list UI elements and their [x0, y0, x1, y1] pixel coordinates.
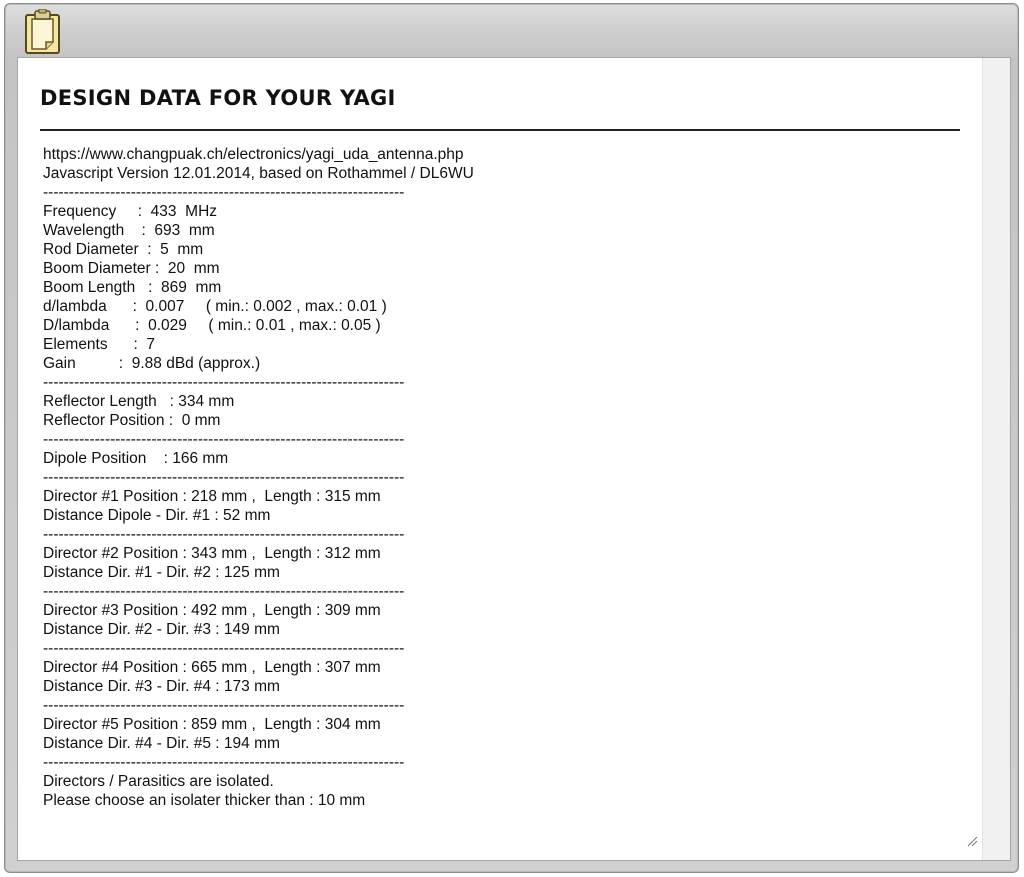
output-line: Director #5 Position : 859 mm , Length : 304 mm	[43, 716, 381, 733]
output-line: Distance Dir. #4 - Dir. #5 : 194 mm	[43, 735, 280, 752]
notepad-icon[interactable]	[24, 9, 62, 55]
output-line: Reflector Length : 334 mm	[43, 393, 235, 410]
output-line: Director #4 Position : 665 mm , Length : 307 mm	[43, 659, 381, 676]
output-line: Wavelength : 693 mm	[43, 222, 215, 239]
output-line: Boom Length : 869 mm	[43, 279, 222, 296]
separator-line: ----------------------------------------------------------------------	[43, 583, 405, 600]
output-line: Director #3 Position : 492 mm , Length : 309 mm	[43, 602, 381, 619]
output-line: https://www.changpuak.ch/electronics/yagi_uda_antenna.php	[43, 146, 464, 163]
output-line: Distance Dir. #2 - Dir. #3 : 149 mm	[43, 621, 280, 638]
separator-line: ----------------------------------------------------------------------	[43, 526, 405, 543]
title-divider	[40, 129, 960, 131]
output-line: Dipole Position : 166 mm	[43, 450, 229, 467]
separator-line: ----------------------------------------------------------------------	[43, 469, 405, 486]
separator-line: ----------------------------------------------------------------------	[43, 754, 405, 771]
separator-line: ----------------------------------------------------------------------	[43, 374, 405, 391]
output-line: Please choose an isolater thicker than : 10 mm	[43, 792, 366, 809]
output-line: Javascript Version 12.01.2014, based on Rothammel / DL6WU	[43, 165, 474, 182]
output-line: Distance Dipole - Dir. #1 : 52 mm	[43, 507, 271, 524]
output-line: Boom Diameter : 20 mm	[43, 260, 220, 277]
app-window	[4, 3, 1019, 873]
output-line: D/lambda : 0.029 ( min.: 0.01 , max.: 0.05 )	[43, 317, 381, 334]
separator-line: ----------------------------------------------------------------------	[43, 184, 405, 201]
design-data-textarea[interactable]	[43, 145, 963, 810]
separator-line: ----------------------------------------------------------------------	[43, 640, 405, 657]
output-line: Director #1 Position : 218 mm , Length : 315 mm	[43, 488, 381, 505]
separator-line: ----------------------------------------------------------------------	[43, 431, 405, 448]
output-line: Gain : 9.88 dBd (approx.)	[43, 355, 261, 372]
output-line: d/lambda : 0.007 ( min.: 0.002 , max.: 0.01 )	[43, 298, 387, 315]
separator-line: ----------------------------------------------------------------------	[43, 697, 405, 714]
output-line: Directors / Parasitics are isolated.	[43, 773, 274, 790]
output-line: Director #2 Position : 343 mm , Length : 312 mm	[43, 545, 381, 562]
output-line: Rod Diameter : 5 mm	[43, 241, 204, 258]
output-line: Reflector Position : 0 mm	[43, 412, 221, 429]
vertical-scrollbar[interactable]	[982, 58, 1010, 860]
resize-grip-icon[interactable]	[966, 834, 978, 846]
output-line: Frequency : 433 MHz	[43, 203, 218, 220]
output-line: Distance Dir. #1 - Dir. #2 : 125 mm	[43, 564, 280, 581]
output-line: Distance Dir. #3 - Dir. #4 : 173 mm	[43, 678, 280, 695]
page-title: DESIGN DATA FOR YOUR YAGI	[40, 86, 396, 110]
results-panel	[17, 57, 1011, 861]
output-line: Elements : 7	[43, 336, 155, 353]
